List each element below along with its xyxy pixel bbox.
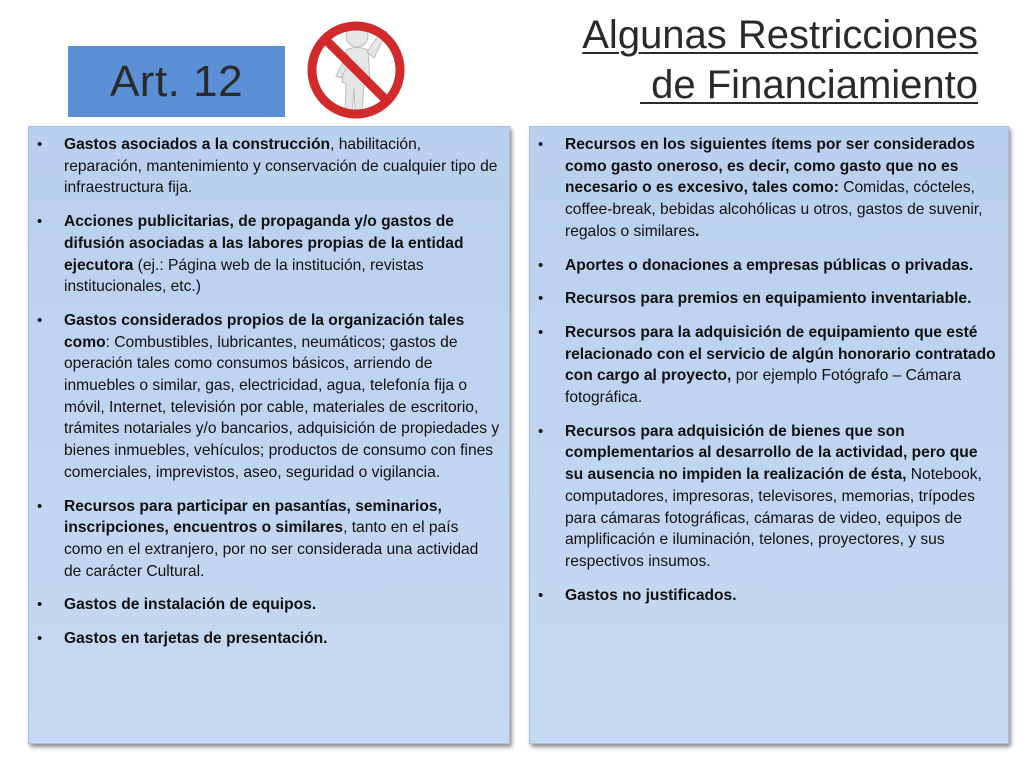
- list-item: • Recursos para participar en pasantías, seminarios, inscripciones, encuentros o similares, tanto en el país como en el extranjero, por no ser considerada una actividad de carácter Cultural.: [64, 496, 500, 583]
- list-item: • Recursos para adquisición de bienes que son complementarios al desarrollo de la actividad, pero que su ausencia no impiden la realización de ésta, Notebook, computadores, impresoras, televisores, memorias, trípodes para cámaras fotográficas, cámaras de video, equipos de amplificación e iluminación, telones, proyectores, y sus respectivos insumos.: [565, 421, 999, 573]
- list-item: • Recursos en los siguientes ítems por ser considerados como gasto oneroso, es decir, como gasto que no es necesario o es excesivo, tales como: Comidas, cócteles, coffee-break, bebidas alcohólicas u otros, gastos de suvenir, regalos o similares.: [565, 134, 999, 243]
- list-item: • Recursos para premios en equipamiento inventariable.: [565, 288, 999, 310]
- right-restrictions-panel: [529, 126, 1009, 744]
- list-item: • Gastos de instalación de equipos.: [64, 594, 500, 616]
- list-item: • Acciones publicitarias, de propaganda y/o gastos de difusión asociadas a las labores propias de la entidad ejecutora (ej.: Página web de la institución, revistas institucionales, etc.): [64, 211, 500, 298]
- page-title: [518, 10, 978, 110]
- article-label: Art. 12: [109, 56, 244, 106]
- left-restrictions-list: [28, 126, 510, 650]
- article-label-box: [68, 46, 285, 117]
- list-item: • Gastos no justificados.: [565, 585, 999, 607]
- list-item: • Recursos para la adquisición de equipamiento que esté relacionado con el servicio de algún honorario contratado con cargo al proyecto, por ejemplo Fotógrafo – Cámara fotográfica.: [565, 322, 999, 409]
- left-restrictions-panel: [28, 126, 510, 744]
- list-item: • Gastos en tarjetas de presentación.: [64, 628, 500, 650]
- list-item: • Gastos asociados a la construcción, habilitación, reparación, mantenimiento y conservación de cualquier tipo de infraestructura fija.: [64, 134, 500, 199]
- title-line-1: Algunas Restricciones: [582, 13, 978, 57]
- title-line-2: de Financiamiento: [640, 63, 978, 107]
- no-entry-person-icon: [300, 10, 412, 126]
- right-restrictions-list: [529, 126, 1009, 606]
- list-item: • Gastos considerados propios de la organización tales como: Combustibles, lubricantes, neumáticos; gastos de operación tales como consumos básicos, arriendo de inmuebles o similar, gas, electricidad, agua, telefonía fija o móvil, Internet, televisión por cable, materiales de escritorio, trámites notariales y/o bancarios, adquisición de propiedades y bienes inmuebles, vehículos; productos de consumo con fines comerciales, imprevistos, aseo, seguridad o vigilancia.: [64, 310, 500, 484]
- list-item: • Aportes o donaciones a empresas públicas o privadas.: [565, 255, 999, 277]
